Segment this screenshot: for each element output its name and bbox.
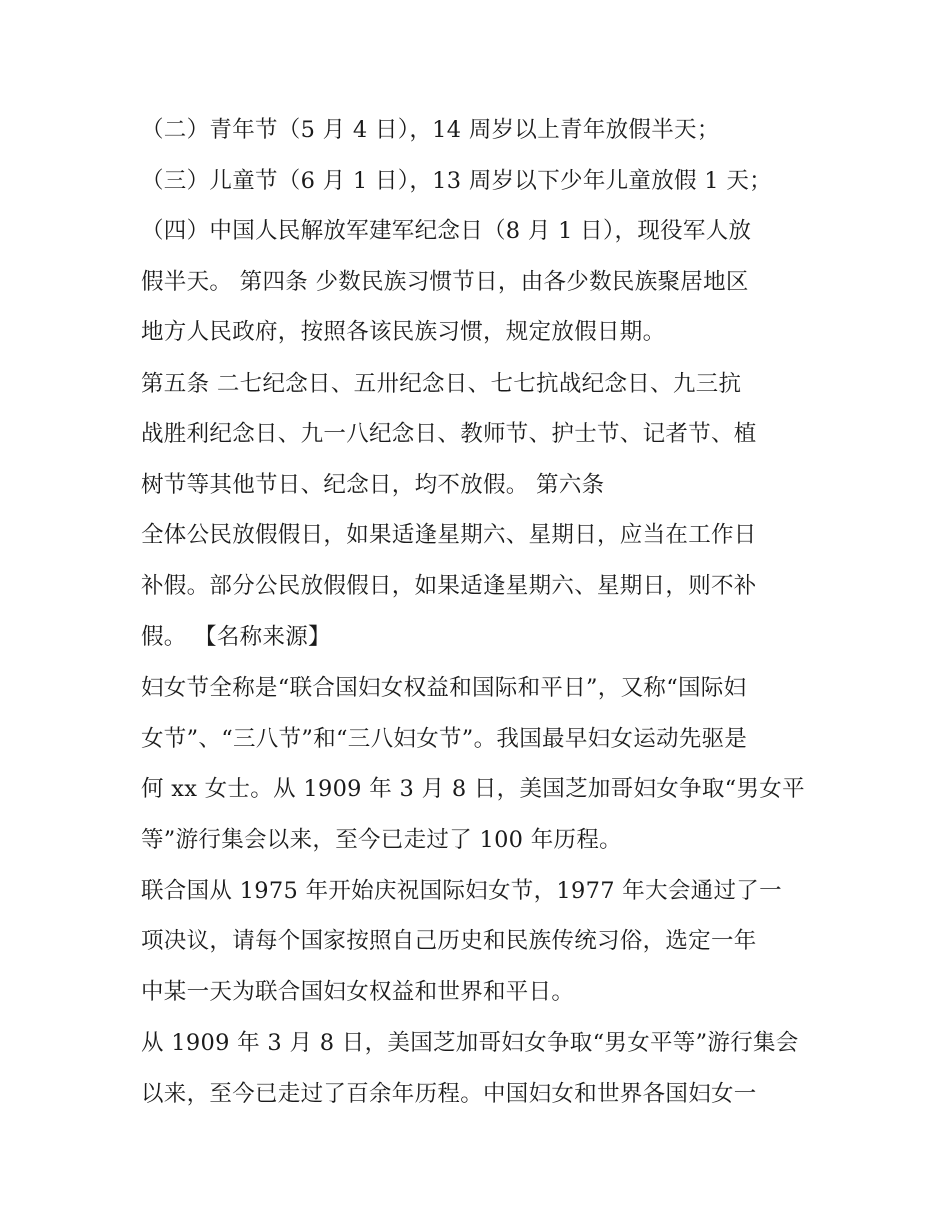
text-line: 项决议，请每个国家按照自己历史和民族传统习俗，选定一年 bbox=[141, 928, 757, 954]
text-line: （二）青年节（5 月 4 日），14 周岁以上青年放假半天； bbox=[141, 117, 720, 143]
text-line: 联合国从 1975 年开始庆祝国际妇女节，1977 年大会通过了一 bbox=[141, 878, 782, 904]
text-line: 假半天。 第四条 少数民族习惯节日，由各少数民族聚居地区 bbox=[141, 269, 749, 295]
text-line: 从 1909 年 3 月 8 日，美国芝加哥妇女争取“男女平等”游行集会 bbox=[141, 1030, 799, 1056]
text-line: 地方人民政府，按照各该民族习惯，规定放假日期。 bbox=[141, 319, 666, 345]
text-line: 以来，至今已走过了百余年历程。中国妇女和世界各国妇女一 bbox=[141, 1081, 757, 1107]
text-line: 何 xx 女士。从 1909 年 3 月 8 日，美国芝加哥妇女争取“男女平 bbox=[141, 776, 805, 802]
text-line: 妇女节全称是“联合国妇女权益和国际和平日”，又称“国际妇 bbox=[141, 675, 747, 701]
text-line: 战胜利纪念日、九一八纪念日、教师节、护士节、记者节、植 bbox=[141, 421, 757, 447]
text-line: 树节等其他节日、纪念日，均不放假。 第六条 bbox=[141, 472, 605, 498]
text-line: 第五条 二七纪念日、五卅纪念日、七七抗战纪念日、九三抗 bbox=[141, 371, 742, 397]
text-line: （三）儿童节（6 月 1 日），13 周岁以下少年儿童放假 1 天； bbox=[141, 168, 772, 194]
text-line: 女节”、“三八节”和“三八妇女节”。我国最早妇女运动先驱是 bbox=[141, 726, 748, 752]
text-line: 等”游行集会以来，至今已走过了 100 年历程。 bbox=[141, 827, 622, 853]
text-line: 假。 【名称来源】 bbox=[141, 624, 331, 650]
text-line: 补假。部分公民放假假日，如果适逢星期六、星期日，则不补 bbox=[141, 573, 757, 599]
text-line: （四）中国人民解放军建军纪念日（8 月 1 日），现役军人放 bbox=[141, 218, 752, 244]
text-line: 中某一天为联合国妇女权益和世界和平日。 bbox=[141, 979, 575, 1005]
text-line: 全体公民放假假日，如果适逢星期六、星期日，应当在工作日 bbox=[141, 522, 757, 548]
